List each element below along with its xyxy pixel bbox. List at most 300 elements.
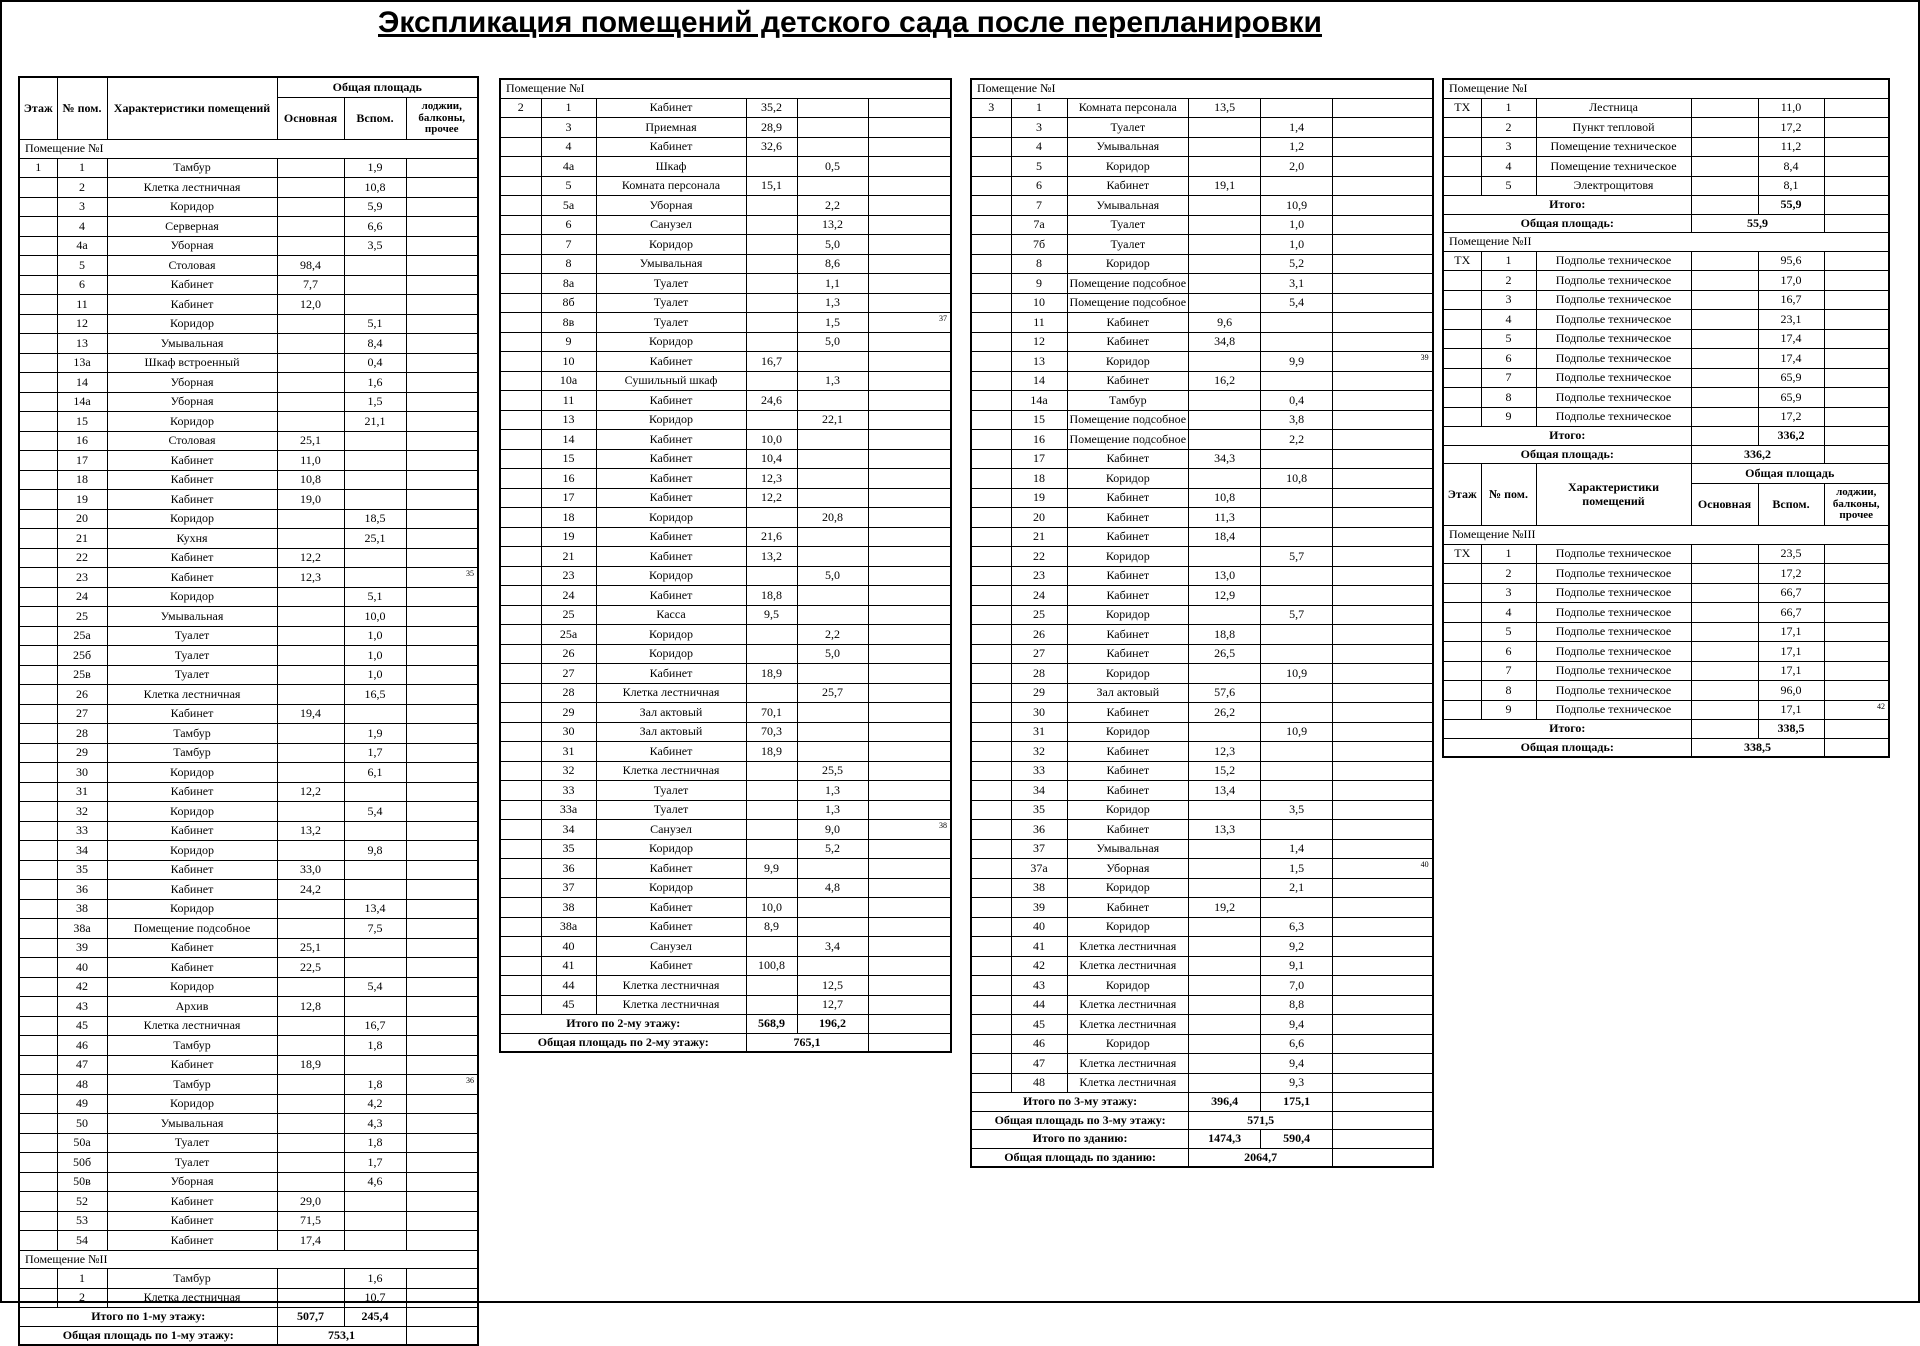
room-row bbox=[19, 1016, 478, 1036]
room-number-cell: 43 bbox=[57, 997, 107, 1017]
area-other-cell bbox=[406, 802, 478, 822]
area-other-cell bbox=[1333, 235, 1433, 255]
room-row bbox=[971, 995, 1433, 1015]
floor-cell: 2 bbox=[500, 98, 541, 118]
room-row bbox=[971, 956, 1433, 976]
room-row bbox=[971, 391, 1433, 411]
floor-cell bbox=[19, 782, 57, 802]
floor-cell bbox=[1443, 388, 1481, 408]
floor-cell bbox=[500, 157, 541, 177]
area-other-cell bbox=[1333, 391, 1433, 411]
area-aux-cell: 10,9 bbox=[1261, 722, 1333, 742]
room-number-cell: 34 bbox=[57, 841, 107, 861]
area-other-cell bbox=[406, 646, 478, 666]
area-other-cell bbox=[868, 235, 951, 255]
room-name-cell: Касса bbox=[596, 605, 746, 625]
room-number-cell: 14 bbox=[541, 430, 596, 450]
area-other-cell bbox=[1824, 544, 1889, 564]
area-aux-cell: 9,1 bbox=[1261, 956, 1333, 976]
room-name-cell: Коридор bbox=[1067, 157, 1189, 177]
room-name-cell: Уборная bbox=[1067, 859, 1189, 879]
floor-cell bbox=[971, 313, 1011, 333]
floor-cell bbox=[19, 568, 57, 588]
room-row bbox=[19, 685, 478, 705]
room-name-cell: Уборная bbox=[107, 1172, 277, 1192]
room-row bbox=[19, 841, 478, 861]
room-row bbox=[971, 137, 1433, 157]
room-name-cell: Подполье техническое bbox=[1536, 603, 1691, 623]
room-row bbox=[500, 254, 951, 274]
floor-cell bbox=[19, 431, 57, 451]
room-row bbox=[19, 782, 478, 802]
room-name-cell: Кабинет bbox=[1067, 644, 1189, 664]
room-name-cell: Тамбур bbox=[107, 158, 277, 178]
room-name-cell: Кабинет bbox=[596, 527, 746, 547]
floor-cell bbox=[500, 547, 541, 567]
area-aux-cell bbox=[344, 431, 406, 451]
area-main-cell bbox=[746, 566, 797, 586]
area-aux-cell: 25,1 bbox=[344, 529, 406, 549]
room-row bbox=[19, 1231, 478, 1251]
area-aux-cell: 95,6 bbox=[1758, 251, 1824, 271]
area-other-cell bbox=[406, 470, 478, 490]
floor-cell bbox=[1443, 368, 1481, 388]
room-name-cell: Помещение техническое bbox=[1536, 157, 1691, 177]
total-area-value: 765,1 bbox=[746, 1033, 868, 1052]
area-other-cell bbox=[406, 529, 478, 549]
room-number-cell: 31 bbox=[57, 782, 107, 802]
room-number-cell: 5 bbox=[1481, 329, 1536, 349]
area-aux-cell bbox=[344, 997, 406, 1017]
room-number-cell: 29 bbox=[57, 743, 107, 763]
floor-cell bbox=[19, 977, 57, 997]
room-number-cell: 28 bbox=[57, 724, 107, 744]
floor-cell bbox=[971, 956, 1011, 976]
room-name-cell: Коридор bbox=[107, 412, 277, 432]
area-aux-cell bbox=[797, 137, 868, 157]
room-row bbox=[500, 527, 951, 547]
total-main-value: 507,7 bbox=[277, 1308, 344, 1327]
room-name-cell: Помещение подсобное bbox=[107, 919, 277, 939]
room-row bbox=[19, 1036, 478, 1056]
area-aux-cell bbox=[797, 917, 868, 937]
area-other-cell bbox=[1824, 564, 1889, 584]
room-row bbox=[19, 197, 478, 217]
area-other-cell bbox=[868, 839, 951, 859]
area-main-cell bbox=[277, 665, 344, 685]
area-other-cell bbox=[1824, 622, 1889, 642]
area-other-cell bbox=[406, 236, 478, 256]
area-main-cell bbox=[1691, 251, 1758, 271]
room-number-cell: 32 bbox=[57, 802, 107, 822]
room-name-cell: Клетка лестничная bbox=[107, 1016, 277, 1036]
room-number-cell: 40 bbox=[57, 958, 107, 978]
room-number-cell: 50б bbox=[57, 1153, 107, 1173]
room-number-cell: 17 bbox=[57, 451, 107, 471]
table-floor-2 bbox=[499, 78, 952, 1053]
room-row bbox=[500, 391, 951, 411]
area-other-cell bbox=[1824, 642, 1889, 662]
area-aux-cell: 5,9 bbox=[344, 197, 406, 217]
area-main-cell bbox=[277, 919, 344, 939]
area-main-cell bbox=[1691, 98, 1758, 118]
total-row bbox=[971, 1130, 1433, 1149]
floor-cell: ТХ bbox=[1443, 251, 1481, 271]
room-name-cell: Помещение подсобное bbox=[1067, 274, 1189, 294]
room-row bbox=[19, 704, 478, 724]
area-other-cell bbox=[868, 352, 951, 372]
area-aux-cell: 6,1 bbox=[344, 763, 406, 783]
area-other-cell bbox=[1824, 310, 1889, 330]
room-name-cell: Коридор bbox=[1067, 917, 1189, 937]
area-main-cell bbox=[746, 625, 797, 645]
room-number-cell: 9 bbox=[1011, 274, 1067, 294]
room-name-cell: Кабинет bbox=[596, 469, 746, 489]
area-other-cell bbox=[1333, 781, 1433, 801]
room-name-cell: Кабинет bbox=[107, 704, 277, 724]
area-aux-cell bbox=[344, 880, 406, 900]
floor-cell bbox=[971, 722, 1011, 742]
room-name-cell: Комната персонала bbox=[1067, 98, 1189, 118]
area-aux-cell: 1,0 bbox=[344, 626, 406, 646]
room-number-cell: 10 bbox=[541, 352, 596, 372]
room-number-cell: 35 bbox=[541, 839, 596, 859]
area-other-cell bbox=[868, 118, 951, 138]
room-name-cell: Кабинет bbox=[1067, 781, 1189, 801]
room-name-cell: Приемная bbox=[596, 118, 746, 138]
room-number-cell: 13 bbox=[541, 410, 596, 430]
area-other-cell bbox=[1824, 251, 1889, 271]
area-aux-cell bbox=[797, 488, 868, 508]
area-other-cell bbox=[1824, 368, 1889, 388]
explication-table-technical bbox=[1442, 78, 1890, 758]
room-name-cell: Кабинет bbox=[107, 470, 277, 490]
area-main-cell bbox=[1189, 937, 1261, 957]
room-row bbox=[19, 217, 478, 237]
area-aux-cell bbox=[344, 704, 406, 724]
area-aux-cell: 5,0 bbox=[797, 332, 868, 352]
floor-cell bbox=[19, 1036, 57, 1056]
area-aux-cell: 2,2 bbox=[1261, 430, 1333, 450]
room-name-cell: Подполье техническое bbox=[1536, 290, 1691, 310]
area-other-cell bbox=[1333, 293, 1433, 313]
floor-cell bbox=[971, 430, 1011, 450]
area-other-cell bbox=[1333, 800, 1433, 820]
total-area-label: Общая площадь: bbox=[1443, 738, 1691, 757]
area-other-cell bbox=[406, 1192, 478, 1212]
floor-cell bbox=[1443, 118, 1481, 138]
room-name-cell: Подполье техническое bbox=[1536, 661, 1691, 681]
room-name-cell: Умывальная bbox=[1067, 839, 1189, 859]
area-main-cell bbox=[746, 800, 797, 820]
room-number-cell: 2 bbox=[1481, 564, 1536, 584]
area-main-cell bbox=[277, 529, 344, 549]
room-row bbox=[500, 293, 951, 313]
area-main-cell: 24,2 bbox=[277, 880, 344, 900]
room-name-cell: Коридор bbox=[1067, 254, 1189, 274]
room-row bbox=[971, 430, 1433, 450]
room-name-cell: Кабинет bbox=[596, 586, 746, 606]
room-number-cell: 25а bbox=[541, 625, 596, 645]
area-aux-cell: 1,3 bbox=[797, 293, 868, 313]
area-other-cell bbox=[1824, 329, 1889, 349]
area-main-cell: 9,6 bbox=[1189, 313, 1261, 333]
area-main-cell bbox=[1189, 157, 1261, 177]
room-row bbox=[19, 1055, 478, 1075]
room-name-cell: Серверная bbox=[107, 217, 277, 237]
room-name-cell: Кабинет bbox=[596, 956, 746, 976]
room-row bbox=[1443, 176, 1889, 196]
room-number-cell: 36 bbox=[541, 859, 596, 879]
total-area-label: Общая площадь по зданию: bbox=[971, 1148, 1189, 1167]
room-name-cell: Кабинет bbox=[596, 547, 746, 567]
room-row bbox=[19, 548, 478, 568]
total-row bbox=[500, 1015, 951, 1034]
total-label: Итого: bbox=[1443, 427, 1691, 446]
room-row bbox=[19, 392, 478, 412]
area-main-cell: 15,2 bbox=[1189, 761, 1261, 781]
area-other-cell bbox=[868, 995, 951, 1015]
area-aux-cell: 5,7 bbox=[1261, 605, 1333, 625]
table-technical bbox=[1442, 78, 1890, 758]
room-name-cell: Коридор bbox=[596, 839, 746, 859]
room-row bbox=[500, 118, 951, 138]
room-name-cell: Кабинет bbox=[596, 137, 746, 157]
area-other-cell bbox=[1333, 547, 1433, 567]
room-name-cell: Коридор bbox=[1067, 547, 1189, 567]
room-name-cell: Кабинет bbox=[107, 451, 277, 471]
area-main-cell bbox=[1691, 544, 1758, 564]
area-other-cell bbox=[1333, 274, 1433, 294]
room-name-cell: Кабинет bbox=[107, 295, 277, 315]
total-area-label: Общая площадь по 3-му этажу: bbox=[971, 1111, 1189, 1130]
area-other-cell bbox=[406, 178, 478, 198]
room-name-cell: Коридор bbox=[107, 899, 277, 919]
area-main-cell bbox=[277, 314, 344, 334]
area-other-cell bbox=[1333, 566, 1433, 586]
room-number-cell: 8 bbox=[1011, 254, 1067, 274]
room-number-cell: 46 bbox=[1011, 1034, 1067, 1054]
area-aux-cell bbox=[344, 958, 406, 978]
area-aux-cell: 17,4 bbox=[1758, 329, 1824, 349]
area-other-cell bbox=[868, 1033, 951, 1052]
room-number-cell: 32 bbox=[1011, 742, 1067, 762]
area-aux-cell: 5,0 bbox=[797, 644, 868, 664]
room-row bbox=[19, 1211, 478, 1231]
room-row bbox=[500, 937, 951, 957]
room-row bbox=[500, 995, 951, 1015]
area-main-cell: 18,8 bbox=[1189, 625, 1261, 645]
area-main-cell bbox=[1691, 349, 1758, 369]
room-number-cell: 29 bbox=[1011, 683, 1067, 703]
floor-cell bbox=[19, 509, 57, 529]
area-aux-cell bbox=[1261, 761, 1333, 781]
room-name-cell: Коридор bbox=[107, 509, 277, 529]
area-other-cell bbox=[868, 722, 951, 742]
room-number-cell: 5а bbox=[541, 196, 596, 216]
room-name-cell: Кабинет bbox=[107, 1231, 277, 1251]
room-row bbox=[19, 373, 478, 393]
room-name-cell: Подполье техническое bbox=[1536, 407, 1691, 427]
area-other-cell bbox=[868, 586, 951, 606]
area-other-cell bbox=[1333, 196, 1433, 216]
area-main-cell: 25,1 bbox=[277, 431, 344, 451]
room-number-cell: 25 bbox=[541, 605, 596, 625]
floor-cell bbox=[500, 898, 541, 918]
floor-cell bbox=[19, 880, 57, 900]
room-name-cell: Подполье техническое bbox=[1536, 564, 1691, 584]
area-main-cell bbox=[1691, 137, 1758, 157]
area-main-cell bbox=[746, 410, 797, 430]
area-aux-cell: 16,7 bbox=[1758, 290, 1824, 310]
area-main-cell bbox=[746, 157, 797, 177]
room-number-cell: 35 bbox=[57, 860, 107, 880]
area-main-cell: 12,0 bbox=[277, 295, 344, 315]
room-row bbox=[971, 488, 1433, 508]
area-aux-cell: 22,1 bbox=[797, 410, 868, 430]
area-other-cell: 40 bbox=[1333, 859, 1433, 879]
area-other-cell bbox=[406, 1055, 478, 1075]
area-main-cell: 26,5 bbox=[1189, 644, 1261, 664]
area-main-cell: 15,1 bbox=[746, 176, 797, 196]
room-number-cell: 11 bbox=[1011, 313, 1067, 333]
floor-cell bbox=[1443, 661, 1481, 681]
area-main-cell bbox=[1691, 118, 1758, 138]
room-number-cell: 40 bbox=[541, 937, 596, 957]
floor-cell bbox=[500, 917, 541, 937]
room-number-cell: 45 bbox=[1011, 1015, 1067, 1035]
total-area-value: 2064,7 bbox=[1189, 1148, 1333, 1167]
room-name-cell: Кабинет bbox=[107, 1211, 277, 1231]
area-main-cell bbox=[746, 371, 797, 391]
floor-cell bbox=[500, 859, 541, 879]
room-number-cell: 53 bbox=[57, 1211, 107, 1231]
room-name-cell: Уборная bbox=[107, 236, 277, 256]
area-aux-cell: 17,1 bbox=[1758, 642, 1824, 662]
room-name-cell: Кабинет bbox=[107, 1192, 277, 1212]
area-aux-cell bbox=[1261, 332, 1333, 352]
room-name-cell: Зал актовый bbox=[1067, 683, 1189, 703]
room-name-cell: Помещение подсобное bbox=[1067, 430, 1189, 450]
room-name-cell: Кабинет bbox=[107, 782, 277, 802]
area-aux-cell: 1,5 bbox=[344, 392, 406, 412]
area-other-cell: 36 bbox=[406, 1075, 478, 1095]
area-other-cell bbox=[868, 508, 951, 528]
room-number-cell: 2 bbox=[57, 1288, 107, 1308]
room-row bbox=[500, 371, 951, 391]
area-main-cell bbox=[746, 683, 797, 703]
room-name-cell: Кабинет bbox=[596, 859, 746, 879]
room-row bbox=[1443, 583, 1889, 603]
room-name-cell: Уборная bbox=[596, 196, 746, 216]
room-row bbox=[500, 917, 951, 937]
section-row bbox=[971, 79, 1433, 98]
room-number-cell: 38а bbox=[541, 917, 596, 937]
area-aux-cell: 1,9 bbox=[344, 158, 406, 178]
floor-cell bbox=[19, 587, 57, 607]
area-other-cell bbox=[1333, 1054, 1433, 1074]
floor-cell bbox=[19, 724, 57, 744]
room-name-cell: Подполье техническое bbox=[1536, 368, 1691, 388]
area-aux-cell: 17,2 bbox=[1758, 564, 1824, 584]
total-aux-value: 336,2 bbox=[1758, 427, 1824, 446]
area-main-cell bbox=[277, 334, 344, 354]
area-aux-cell bbox=[344, 938, 406, 958]
room-name-cell: Туалет bbox=[107, 646, 277, 666]
area-aux-cell bbox=[1261, 566, 1333, 586]
room-row bbox=[1443, 681, 1889, 701]
room-number-cell: 8 bbox=[1481, 388, 1536, 408]
total-aux-value: 590,4 bbox=[1261, 1130, 1333, 1149]
area-other-cell bbox=[406, 1288, 478, 1308]
room-number-cell: 4а bbox=[57, 236, 107, 256]
room-number-cell: 17 bbox=[1011, 449, 1067, 469]
room-row bbox=[1443, 388, 1889, 408]
area-aux-cell: 1,1 bbox=[797, 274, 868, 294]
floor-cell bbox=[19, 314, 57, 334]
area-other-cell bbox=[406, 1326, 478, 1345]
area-other-cell bbox=[1333, 956, 1433, 976]
area-aux-cell: 1,8 bbox=[344, 1075, 406, 1095]
room-name-cell: Тамбур bbox=[1067, 391, 1189, 411]
room-number-cell: 44 bbox=[541, 976, 596, 996]
floor-cell bbox=[19, 763, 57, 783]
area-main-cell: 9,9 bbox=[746, 859, 797, 879]
room-name-cell: Коридор bbox=[107, 763, 277, 783]
area-aux-cell: 1,2 bbox=[1261, 137, 1333, 157]
area-aux-cell: 1,0 bbox=[344, 665, 406, 685]
room-name-cell: Помещение подсобное bbox=[1067, 410, 1189, 430]
room-number-cell: 47 bbox=[1011, 1054, 1067, 1074]
room-row bbox=[500, 761, 951, 781]
area-main-cell: 29,0 bbox=[277, 1192, 344, 1212]
room-number-cell: 45 bbox=[57, 1016, 107, 1036]
area-aux-cell bbox=[344, 451, 406, 471]
area-main-cell bbox=[1189, 410, 1261, 430]
area-other-cell bbox=[1333, 1148, 1433, 1167]
area-other-cell bbox=[406, 1172, 478, 1192]
room-number-cell: 5 bbox=[541, 176, 596, 196]
area-main-cell bbox=[1189, 1015, 1261, 1035]
area-aux-cell bbox=[344, 568, 406, 588]
room-number-cell: 54 bbox=[57, 1231, 107, 1251]
room-name-cell: Туалет bbox=[1067, 215, 1189, 235]
area-aux-cell bbox=[1261, 508, 1333, 528]
area-aux-cell: 4,3 bbox=[344, 1114, 406, 1134]
room-row bbox=[19, 1114, 478, 1134]
room-row bbox=[971, 547, 1433, 567]
room-row bbox=[500, 722, 951, 742]
area-aux-cell bbox=[1261, 176, 1333, 196]
main-area-header: Основная bbox=[1691, 484, 1758, 526]
area-aux-cell: 17,1 bbox=[1758, 700, 1824, 720]
room-row bbox=[500, 235, 951, 255]
area-other-cell bbox=[1333, 683, 1433, 703]
section-label: Помещение №III bbox=[1443, 526, 1889, 545]
room-number-cell: 24 bbox=[57, 587, 107, 607]
total-label: Итого: bbox=[1443, 196, 1691, 215]
room-row bbox=[971, 722, 1433, 742]
room-name-cell: Коридор bbox=[107, 977, 277, 997]
room-row bbox=[19, 802, 478, 822]
floor-cell bbox=[971, 664, 1011, 684]
room-name-cell: Кабинет bbox=[107, 938, 277, 958]
table-floor-3 bbox=[970, 78, 1434, 1168]
area-main-cell bbox=[746, 761, 797, 781]
room-name-cell: Кабинет bbox=[596, 449, 746, 469]
area-aux-cell: 11,2 bbox=[1758, 137, 1824, 157]
room-row bbox=[500, 956, 951, 976]
